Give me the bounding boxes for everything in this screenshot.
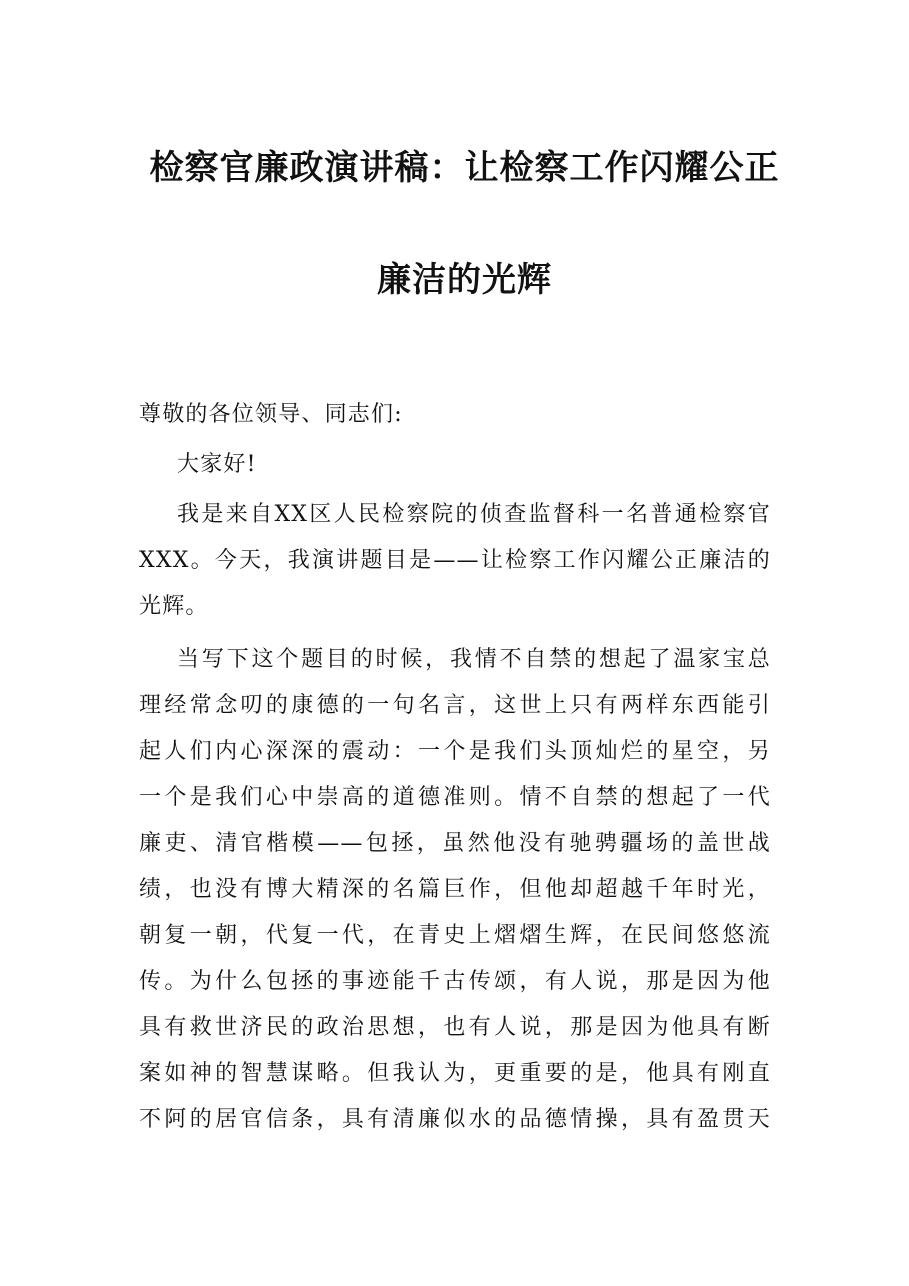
paragraph-2-line: 理经常念叨的康德的一句名言，这世上只有两样东西能引 xyxy=(139,693,771,718)
paragraph-2-line: 朝复一朝，代复一代，在青史上熠熠生辉，在民间悠悠流 xyxy=(139,923,771,948)
paragraph-2 xyxy=(139,637,771,1143)
document-title-line-2: 廉洁的光辉 xyxy=(377,260,552,300)
paragraph-1 xyxy=(139,492,771,630)
paragraph-2-line: 廉吏、清官楷模——包拯，虽然他没有驰骋疆场的盖世战 xyxy=(139,831,771,856)
paragraph-2-line: 案如神的智慧谋略。但我认为，更重要的是，他具有刚直 xyxy=(139,1061,771,1086)
paragraph-2-line: 起人们内心深深的震动：一个是我们头顶灿烂的星空，另 xyxy=(139,739,771,764)
document-title-line-1: 检察官廉政演讲稿：让检察工作闪耀公正 xyxy=(149,148,780,188)
paragraph-1-line: 我是来自XX区人民检察院的侦查监督科一名普通检察官 xyxy=(177,502,771,527)
paragraph-2-line: 不阿的居官信条，具有清廉似水的品德情操，具有盈贯天 xyxy=(139,1107,771,1132)
salutation xyxy=(139,392,771,438)
paragraph-2-line: 当写下这个题目的时候，我情不自禁的想起了温家宝总 xyxy=(177,647,771,672)
paragraph-2-line: 绩，也没有博大精深的名篇巨作，但他却超越千年时光， xyxy=(139,877,771,902)
paragraph-2-line: 一个是我们心中崇高的道德准则。情不自禁的想起了一代 xyxy=(139,785,771,810)
greeting xyxy=(139,442,771,488)
paragraph-1-line: 光辉。 xyxy=(139,594,209,619)
greeting-text: 大家好! xyxy=(177,452,257,477)
salutation-text: 尊敬的各位领导、同志们: xyxy=(139,402,403,427)
paragraph-2-line: 传。为什么包拯的事迹能千古传颂，有人说，那是因为他 xyxy=(139,969,771,994)
paragraph-2-line: 具有救世济民的政治思想，也有人说，那是因为他具有断 xyxy=(139,1015,771,1040)
paragraph-1-line: XXX。今天，我演讲题目是——让检察工作闪耀公正廉洁的 xyxy=(139,548,771,573)
